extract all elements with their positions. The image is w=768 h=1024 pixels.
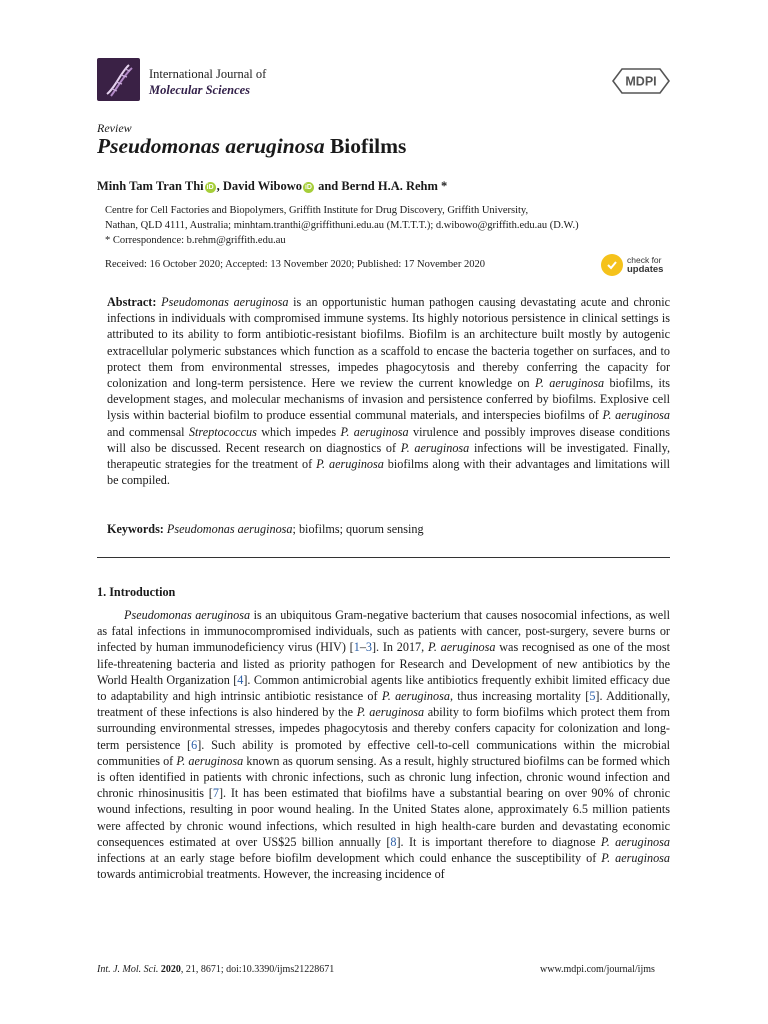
affiliation-line: Nathan, QLD 4111, Australia; minhtam.tranthi@griffithuni.edu.au (M.T.T.T.); d.wibowo@griffith.edu.au (D.W.) [105,220,579,231]
keywords-label: Keywords: [107,522,164,536]
affiliation-line: Centre for Cell Factories and Biopolymers, Griffith Institute for Drug Discovery, Griffith University, [105,205,529,216]
article-title-rest: Biofilms [324,134,407,158]
publication-dates: Received: 16 October 2020; Accepted: 13 November 2020; Published: 17 November 2020 [105,259,485,270]
citation-link[interactable]: 5 [589,689,596,704]
citation-link[interactable]: 6 [191,737,198,752]
author-name: Minh Tam Tran Thi [97,179,204,193]
citation-link[interactable]: 8 [390,834,397,849]
mdpi-logo [612,68,670,99]
article-title-italic: Pseudomonas aeruginosa [97,134,325,158]
article-title [97,134,406,159]
citation-link[interactable]: 4 [237,672,244,687]
keywords: Keywords: Pseudomonas aeruginosa; biofilms; quorum sensing [107,522,424,536]
check-updates-icon [601,254,623,276]
citation-link[interactable]: 1 [353,640,360,655]
citation-link[interactable]: 3 [365,640,372,655]
article-type: Review [97,121,132,135]
footer-url[interactable]: www.mdpi.com/journal/ijms [540,964,655,975]
footer-citation: Int. J. Mol. Sci. 2020, 21, 8671; doi:10.3390/ijms21228671 [97,964,335,975]
check-updates-label-bold: updates [627,264,664,275]
journal-name [149,66,266,98]
abstract-label: Abstract: [107,295,157,309]
section-heading: 1. Introduction [97,585,176,599]
author-name: Bernd H.A. Rehm * [341,179,448,193]
mdpi-logo-text: MDPI [625,74,657,89]
journal-logo [97,58,140,101]
introduction-body [97,607,670,882]
abstract: Abstract: Pseudomonas aeruginosa is an opportunistic human pathogen causing devastating acute and chronic infections in individuals with compromised immune systems. Its highly notorious persistence in clinical settings is attributed to its ability to form antibiotic-resistant biofilms. Biofilm is an architecture built mostly by autogenic extracellular polymeric substances which function as a scaffold to encase the bacteria together on surfaces, and to protect them from environmental stresses, impedes phagocytosis and thereby conferring the capacity for colonization and long-term persistence. Here we review the current knowledge on P. aeruginosa biofilms, its development stages, and molecular mechanisms of invasion and persistence conferred by biofilms. Explosive cell lysis within bacterial biofilm to produce essential communal materials, and interspecies biofilms of P. aeruginosa and commensal Streptococcus which impedes P. aeruginosa virulence and possibly improves disease conditions will also be discussed. Recent research on diagnostics of P. aeruginosa infections will be investigated. Finally, therapeutic strategies for the treatment of P. aeruginosa biofilms along with their advantages and limitations will be compiled. [107,295,671,488]
citation-link[interactable]: 7 [212,786,219,801]
orcid-icon[interactable]: iD [206,184,214,191]
journal-name-line1: International Journal of [149,67,267,81]
correspondence-line: * Correspondence: b.rehm@griffith.edu.au [105,235,286,246]
author-name: David Wibowo [222,179,302,193]
affiliations [105,203,685,248]
orcid-icon[interactable]: iD [304,184,312,191]
paragraph: Pseudomonas aeruginosa is an ubiquitous Gram-negative bacterium that causes nosocomial infections, as well as fatal infections in immunocompromised individuals, such as patients with cancer, post-surgery, severe burns or infected by human immunodeficiency virus (HIV) [1–3]. In 2017, P. aeruginosa was recognised as one of the most life-threatening bacteria and listed as priority pathogen for Research and Development of new antibiotics by the World Health Organization [4]. Common antimicrobial agents like antibiotics frequently exhibit limited efficacy due to adaptability and high intrinsic antibiotic resistance of P. aeruginosa, thus increasing mortality [5]. Additionally, treatment of these infections is also hindered by the P. aeruginosa ability to form biofilms which protect them from surrounding environmental stresses, impedes phagocytosis and thereby confers capacity for colonization and long-term persistence [6]. Such ability is promoted by effective cell-to-cell communications within the microbial communities of P. aeruginosa known as quorum sensing. As a result, highly structured biofilms can be formed which is often identified in patients with chronic infections, such as chronic lung infection, chronic wound infection and chronic rhinosinusitis [7]. It has been estimated that biofilms have a substantial bearing on over 90% of chronic wound infections, resulting in poor wound healing. In the United States alone, approximately 6.5 million patients were affected by chronic wound infections, which resulted in high health-care burden and devastating economic consequences estimated at over US$25 billion annually [8]. It is important therefore to diagnose P. aeruginosa infections at an early stage before biofilm development which could enhance the susceptibility of P. aeruginosa towards antimicrobial treatments. However, the increasing incidence of [97,608,671,882]
author-list: Minh Tam Tran Thi iD , David Wibowo iD and Bernd H.A. Rehm * [97,179,448,193]
check-for-updates-button[interactable] [601,254,663,276]
journal-name-line2: Molecular Sciences [149,83,251,97]
section-divider [97,557,670,558]
check-updates-label: check for [627,255,662,265]
